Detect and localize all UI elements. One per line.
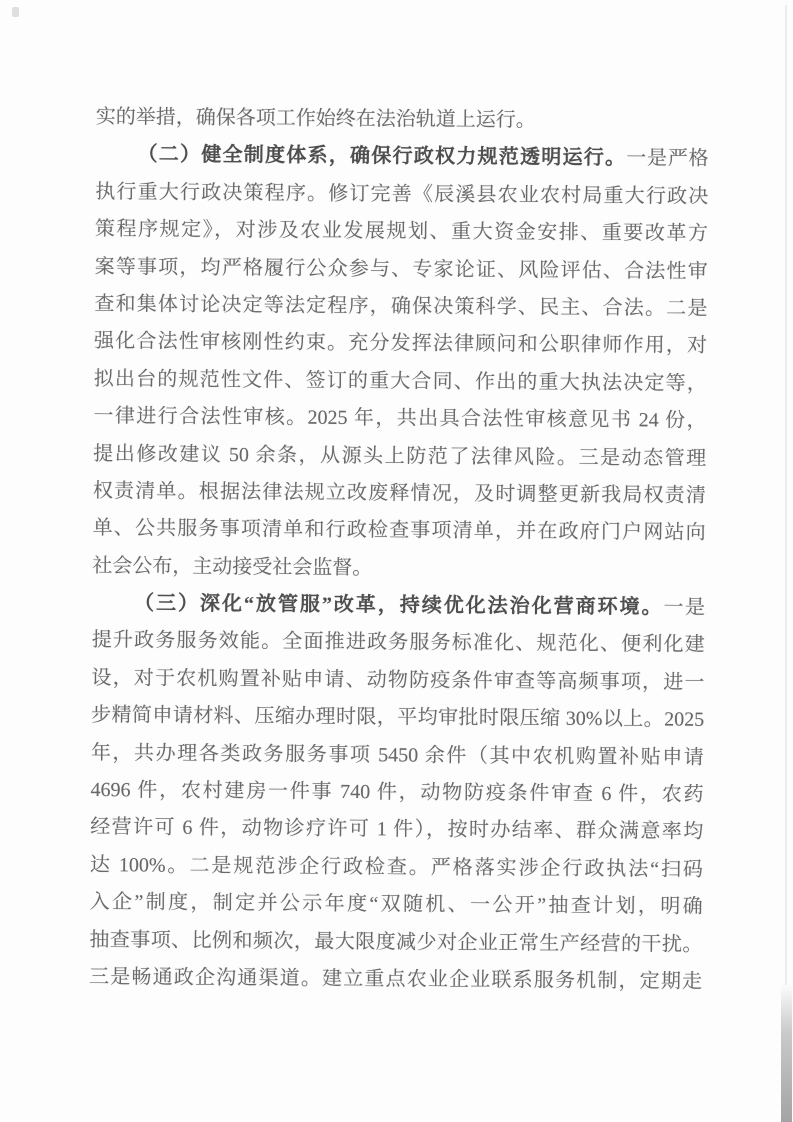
text-line: 权责清单。根据法律法规立改废释情况，及时调整更新我局权责清 [92,479,706,507]
text-line: 拟出台的规范性文件、签订的重大合同、作出的重大执法决定等， [93,367,707,395]
text-line: 年，共办理各类政务服务事项 5450 余件（其中农机购置补贴申请 [90,741,704,769]
document-body [89,99,709,1001]
text-line: 策程序规定》，对涉及农业发展规划、重大资金安排、重要改革方 [94,218,709,245]
text-line: 入企”制度，制定并公示年度“双随机、一公开”抽查计划，明确 [89,891,703,918]
text-line: 达 100%。二是规范涉企行政检查。严格落实涉企行政执法“扫码 [89,853,704,881]
section-heading-line: （三）深化“放管服”改革，持续优化法治化营商环境。一是 [133,592,706,619]
text-line: 经营许可 6 件，动物诊疗许可 1 件），按时办结率、群众满意率均 [90,816,704,844]
section-heading-line: （二）健全制度体系，确保行政权力规范透明运行。一是严格 [137,143,709,171]
section-heading: （三）深化“放管服”改革，持续优化法治化营商环境。 [133,592,664,619]
text-line: 单、公共服务事项清单和行政检查事项清单，并在政府门户网站向 [92,517,706,545]
text-line: 案等事项，均严格履行公众参与、专家论证、风险评估、合法性审 [94,255,708,283]
text-line: 社会公布，主动接受社会监督。 [92,554,373,579]
scan-smudge-artifact [12,7,19,17]
text-line: 提升政务服务效能。全面推进政务服务标准化、规范化、便利化建 [91,629,705,657]
scan-corner-shadow-artifact [781,984,792,1122]
text-line: 查和集体讨论决定等法定程序，确保决策科学、民主、合法。二是 [94,292,708,320]
text-line: 步精简申请材料、压缩办理时限，平均审批时限压缩 30%以上。2025 [91,704,705,732]
text-line: 强化合法性审核刚性约束。充分发挥法律顾问和公职律师作用，对 [94,330,708,358]
text-line: 执行重大行政决策程序。修订完善《辰溪县农业农村局重大行政决 [95,180,709,208]
scan-edge-line-artifact [785,5,787,985]
text-line: 设，对于农机购置补贴申请、动物防疫条件审查等高频事项，进一 [91,666,705,694]
text-line: 三是畅通政企沟通渠道。建立重点农业企业联系服务机制，定期走 [89,965,703,993]
text-line: 一律进行合法性审核。2025 年，共出具合法性审核意见书 24 份， [93,405,707,432]
section-heading: （二）健全制度体系，确保行政权力规范透明运行。 [137,143,627,170]
text-line: 4696 件，农村建房一件事 740 件，动物防疫条件审查 6 件，农药 [90,779,704,806]
text-line: 实的举措，确保各项工作始终在法治轨道上运行。 [95,105,536,132]
text-line: 抽查事项、比例和频次，最大限度减少对企业正常生产经营的干扰。 [89,928,703,956]
text-line: 提出修改建议 50 余条，从源头上防范了法律风险。三是动态管理 [93,442,707,470]
